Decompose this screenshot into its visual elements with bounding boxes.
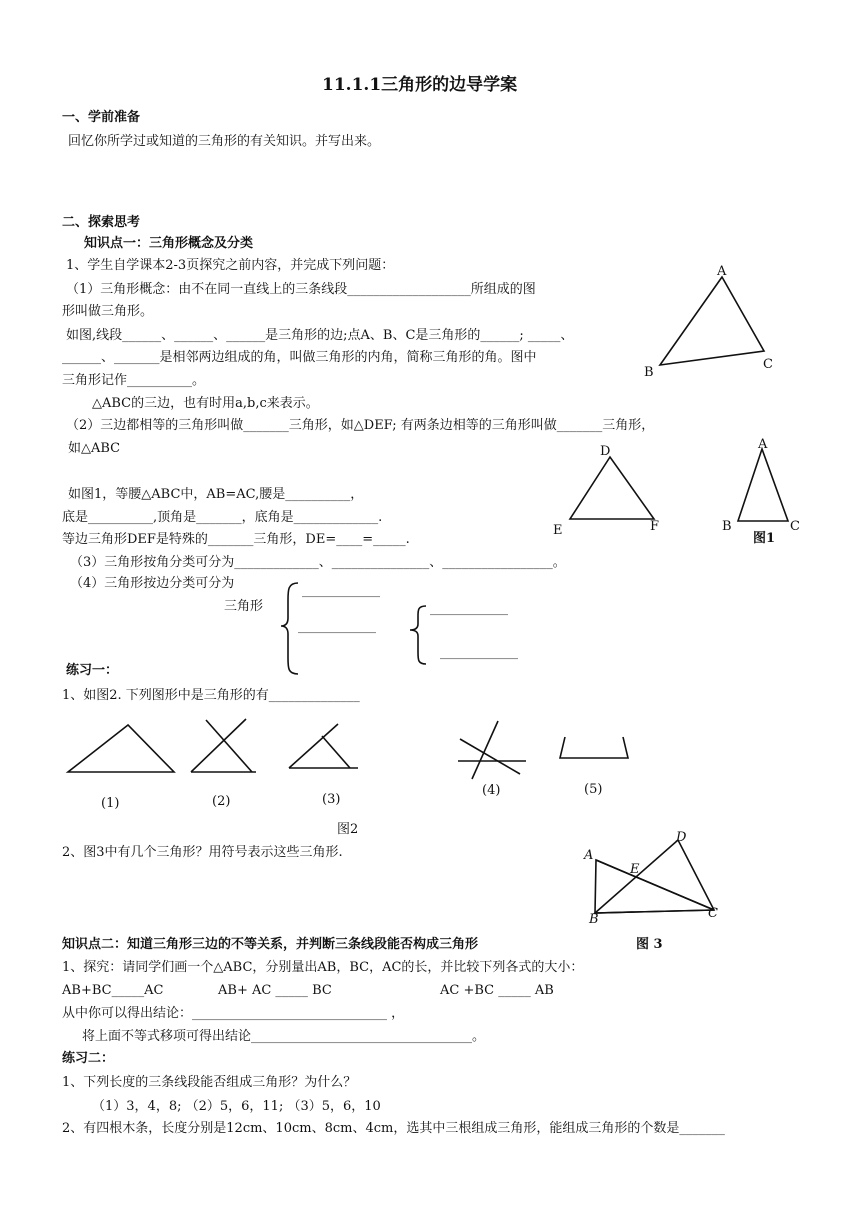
- label-d: D: [676, 830, 687, 845]
- triangle-def: [570, 457, 654, 519]
- exercise-2-question-1: 1、下列长度的三条线段能否组成三角形？为什么？: [62, 1075, 357, 1090]
- label-a: A: [584, 848, 594, 863]
- shape-5: [560, 737, 628, 758]
- figure-3-caption: 图 3: [636, 937, 663, 952]
- knowledge-point-1: 知识点一：三角形概念及分类: [84, 236, 254, 251]
- class-blank-4: ____________: [440, 645, 518, 660]
- kp2-expression-2: AB+ AC _____ BC: [218, 983, 332, 998]
- exercise-2-question-1-options: （1）3，4，8; （2）5，6，11; （3）5，6，10: [92, 1099, 381, 1114]
- figure-triangle-abc: [640, 265, 780, 380]
- part-2-line-a: （2）三边都相等的三角形叫做_______三角形，如△DEF; 有两条边相等的三角形叫做_______三角形，: [66, 418, 655, 433]
- label-c: C: [763, 357, 773, 372]
- shape-label-2: (2): [212, 794, 231, 809]
- shape-2: [191, 719, 256, 772]
- label-d: D: [600, 444, 611, 459]
- class-blank-1: ____________: [302, 583, 380, 598]
- kp2-conclusion-1: 从中你可以得出结论：______________________________ ，: [62, 1006, 405, 1021]
- part-1-line-e: 三角形记作__________。: [62, 373, 206, 388]
- part-1-line-a: （1）三角形概念：由不在同一直线上的三条线段___________________所组成的图: [66, 282, 536, 297]
- part-2-line-b: 如△ABC: [68, 441, 121, 456]
- label-a: A: [758, 437, 768, 452]
- label-b: B: [644, 365, 654, 380]
- figure-1: [550, 435, 810, 550]
- part-1-line-b: 形叫做三角形。: [62, 304, 154, 319]
- section-1-text: 回忆你所学过或知道的三角形的有关知识。并写出来。: [68, 134, 381, 149]
- part-4: （4）三角形按边分类可分为: [70, 576, 235, 591]
- part-2-line-d: 底是__________,顶角是_______，底角是_____________.: [62, 510, 383, 525]
- figure-1-caption: 图1: [753, 531, 776, 546]
- section-2-heading: 二、探索思考: [62, 215, 141, 230]
- label-e: E: [630, 862, 640, 877]
- knowledge-point-2: 知识点二：知道三角形三边的不等关系，并判断三条线段能否构成三角形: [62, 937, 479, 952]
- shape-4: [458, 721, 526, 779]
- section-1-heading: 一、学前准备: [62, 110, 141, 125]
- classification-root-label: 三角形: [224, 599, 264, 614]
- figure-2-caption: 图2: [337, 822, 359, 837]
- kp2-question-1: 1、探究：请同学们画一个△ABC，分别量出AB，BC，AC的长，并比较下列各式的大小：: [62, 960, 584, 975]
- question-1: 1、学生自学课本2-3页探究之前内容，并完成下列问题：: [66, 258, 395, 273]
- label-c: C: [790, 519, 800, 534]
- inner-brace: [410, 606, 426, 664]
- exercise-1-heading: 练习一：: [66, 663, 119, 678]
- segment-ac: [596, 860, 714, 910]
- exercise-1-question-2: 2、图3中有几个三角形？用符号表示这些三角形.: [62, 845, 343, 860]
- triangle-abc: [660, 277, 764, 365]
- exercise-1-question-1: 1、如图2. 下列图形中是三角形的有______________: [62, 688, 360, 703]
- label-e: E: [553, 523, 563, 538]
- part-1-line-c: 如图,线段______、______、______是三角形的边;点A、B、C是三角形的______; _____、: [66, 328, 574, 343]
- label-f: F: [650, 519, 660, 534]
- kp2-expression-3: AC +BC _____ AB: [440, 983, 554, 998]
- shape-3: [289, 724, 358, 768]
- label-a: A: [717, 264, 727, 279]
- triangle-abc-isosceles: [738, 449, 788, 521]
- shape-label-3: (3): [322, 792, 341, 807]
- part-2-line-c: 如图1，等腰△ABC中，AB=AC,腰是__________，: [68, 487, 364, 502]
- shape-label-5: (5): [584, 782, 603, 797]
- figure-3: [580, 825, 730, 955]
- class-blank-3: ____________: [430, 601, 508, 616]
- shape-label-1: (1): [101, 796, 120, 811]
- part-2-line-e: 等边三角形DEF是特殊的_______三角形，DE=____=_____.: [62, 532, 410, 547]
- part-1-line-f: △ABC的三边，也有时用a,b,c来表示。: [92, 396, 319, 411]
- page-title: 11.1.1三角形的边导学案: [322, 75, 518, 95]
- label-c: C: [708, 906, 718, 921]
- kp2-conclusion-2: 将上面不等式移项可得出结论__________________________________。: [82, 1029, 486, 1044]
- outer-brace: [281, 583, 298, 674]
- label-b: B: [722, 519, 732, 534]
- part-3: （3）三角形按角分类可分为_____________、_______________、_________________。: [70, 555, 566, 570]
- exercise-2-question-2: 2、有四根木条，长度分别是12cm、10cm、8cm、4cm，选其中三根组成三角形，能组成三角形的个数是_______: [62, 1121, 725, 1136]
- kp2-expression-1: AB+BC_____AC: [62, 983, 164, 998]
- part-1-line-d: ______、_______是相邻两边组成的角，叫做三角形的内角，简称三角形的角。图中: [62, 350, 537, 365]
- label-b: B: [589, 912, 599, 927]
- shape-1: [68, 725, 174, 772]
- figure-2: [60, 715, 650, 815]
- class-blank-2: ____________: [298, 619, 376, 634]
- shape-label-4: (4): [482, 783, 501, 798]
- exercise-2-heading: 练习二：: [62, 1051, 115, 1066]
